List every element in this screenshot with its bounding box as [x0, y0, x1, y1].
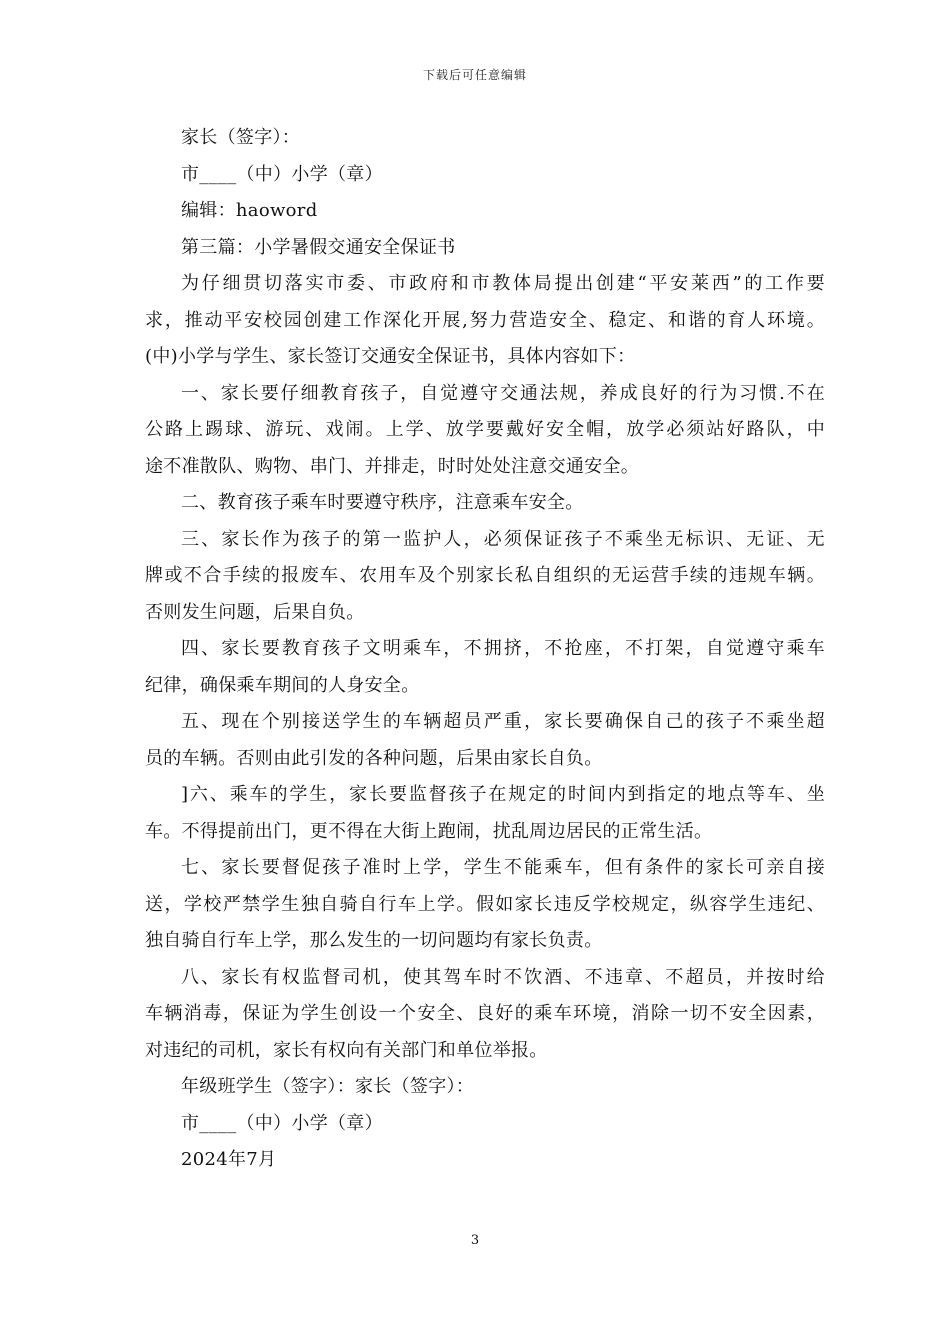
text-line: 公路上踢球、游玩、戏闹。上学、放学要戴好安全帽，放学必须站好路队，中 — [145, 419, 825, 440]
text-line: 市____（中）小学（章） — [181, 1112, 383, 1134]
text-line: 对违纪的司机，家长有权向有关部门和单位举报。 — [145, 1039, 548, 1061]
text-line: ]六、乘车的学生，家长要监督孩子在规定的时间内到指定的地点等车、坐 — [181, 784, 825, 805]
text-line: 七、家长要督促孩子准时上学，学生不能乘车，但有条件的家长可亲自接 — [181, 857, 825, 878]
text-line: 第三篇：小学暑假交通安全保证书 — [181, 236, 456, 258]
text-line: 为仔细贯切落实市委、市政府和市教体局提出创建“平安莱西”的工作要 — [181, 273, 825, 294]
text-line: 车辆消毒，保证为学生创设一个安全、良好的乘车环境，消除一切不安全因素， — [145, 1003, 825, 1024]
text-line: 途不准散队、购物、串门、并排走，时时处处注意交通安全。 — [145, 455, 640, 477]
text-line: 四、家长要教育孩子文明乘车，不拥挤，不抢座，不打架，自觉遵守乘车 — [181, 638, 825, 659]
document-body — [145, 120, 825, 1179]
text-line: 独自骑自行车上学，那么发生的一切问题均有家长负责。 — [145, 930, 603, 951]
text-line: 2024年7月 — [181, 1149, 277, 1170]
text-line: (中)小学与学生、家长签订交通安全保证书，具体内容如下： — [145, 346, 636, 367]
text-line: 纪律，确保乘车期间的人身安全。 — [145, 674, 420, 696]
text-line: 否则发生问题，后果自负。 — [145, 601, 365, 623]
page-header: 下载后可任意编辑 — [422, 68, 527, 82]
text-line: 五、现在个别接送学生的车辆超员严重，家长要确保自己的孩子不乘坐超 — [181, 711, 825, 732]
text-line: 家长（签字）： — [181, 127, 301, 148]
text-line: 年级班学生（签字）：家长（签字）： — [181, 1076, 475, 1097]
text-line: 编辑：haoword — [181, 200, 318, 221]
text-line: 牌或不合手续的报废车、农用车及个别家长私自组织的无运营手续的违规车辆。 — [145, 565, 825, 586]
text-line: 求，推动平安校园创建工作深化开展,努力营造安全、稳定、和谐的育人环境。 — [145, 309, 825, 331]
text-line: 员的车辆。否则由此引发的各种问题，后果由家长自负。 — [145, 747, 603, 769]
text-line: 三、家长作为孩子的第一监护人，必须保证孩子不乘坐无标识、无证、无 — [181, 528, 825, 550]
text-line: 送，学校严禁学生独自骑自行车上学。假如家长违反学校规定，纵容学生违纪、 — [145, 893, 825, 915]
text-line: 二、教育孩子乘车时要遵守秩序，注意乘车安全。 — [181, 492, 584, 513]
page-number: 3 — [470, 1233, 480, 1248]
text-line: 车。不得提前出门，更不得在大街上跑闹，扰乱周边居民的正常生活。 — [145, 820, 713, 842]
text-line: 八、家长有权监督司机，使其驾车时不饮酒、不违章、不超员，并按时给 — [181, 966, 825, 988]
text-line: 市____（中）小学（章） — [181, 163, 383, 185]
text-line: 一、家长要仔细教育孩子，自觉遵守交通法规，养成良好的行为习惯.不在 — [181, 382, 825, 404]
